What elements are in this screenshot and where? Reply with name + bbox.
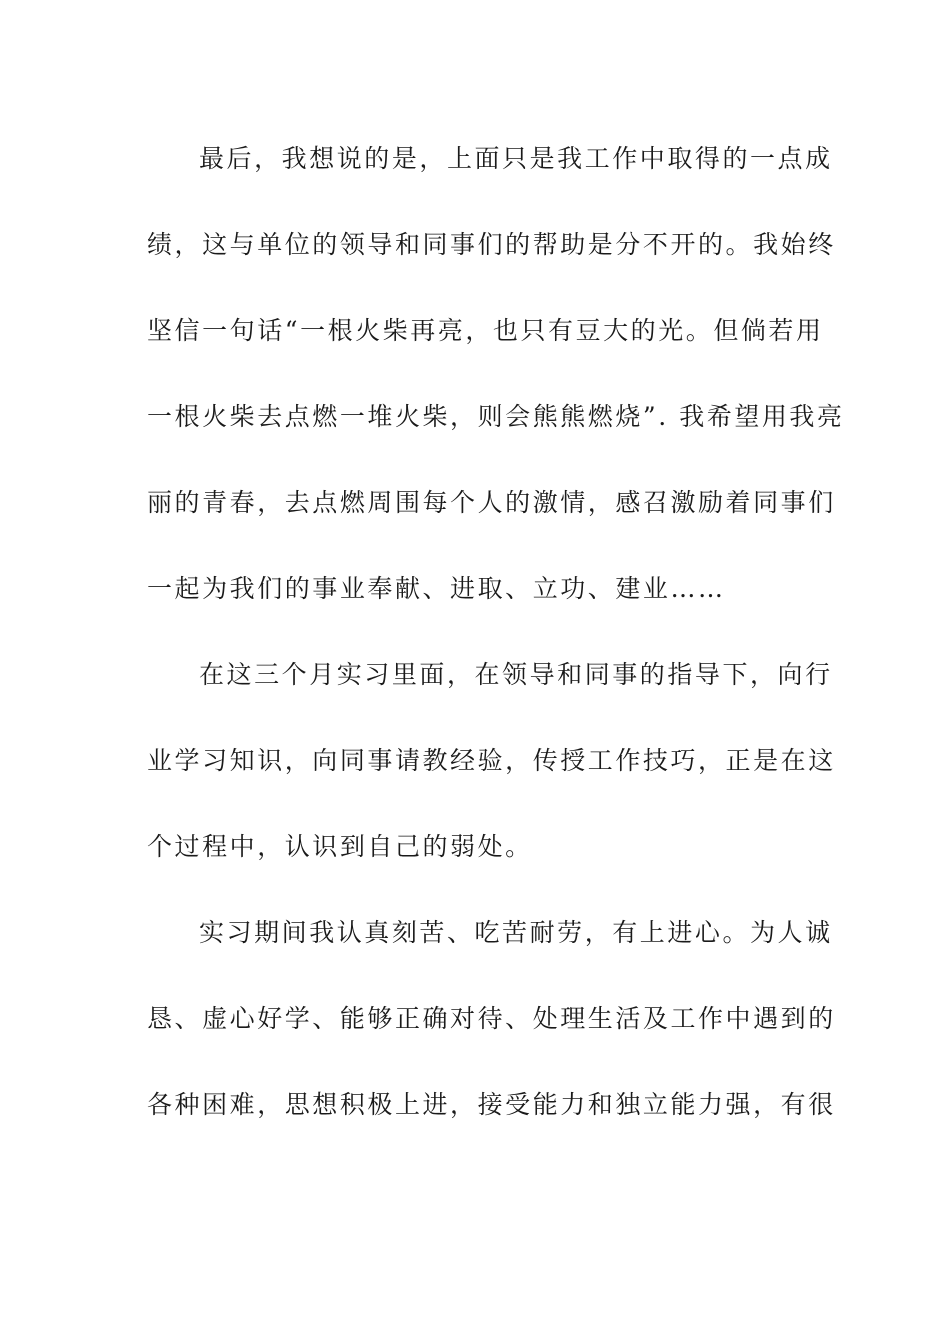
paragraph-1-line-4: 一根火柴去点燃一堆火柴，则会熊熊燃烧”. 我希望用我亮 (147, 402, 845, 431)
paragraph-1-line-2: 绩，这与单位的领导和同事们的帮助是分不开的。我始终 (147, 230, 836, 259)
paragraph-1-line-1: 最后，我想说的是，上面只是我工作中取得的一点成 (199, 144, 833, 173)
paragraph-2-line-1: 在这三个月实习里面，在领导和同事的指导下，向行 (199, 660, 833, 689)
paragraph-2-line-3: 个过程中，认识到自己的弱处。 (147, 832, 533, 861)
paragraph-1-line-3: 坚信一句话“一根火柴再亮，也只有豆大的光。但倘若用 (147, 316, 824, 345)
paragraph-3-line-3: 各种困难，思想积极上进，接受能力和独立能力强，有很 (147, 1090, 836, 1119)
paragraph-1-line-6: 一起为我们的事业奉献、进取、立功、建业…… (147, 574, 726, 603)
paragraph-3-line-1: 实习期间我认真刻苦、吃苦耐劳，有上进心。为人诚 (199, 918, 833, 947)
paragraph-2-line-2: 业学习知识，向同事请教经验，传授工作技巧，正是在这 (147, 746, 836, 775)
paragraph-3-line-2: 恳、虚心好学、能够正确对待、处理生活及工作中遇到的 (147, 1004, 836, 1033)
paragraph-1-line-5: 丽的青春，去点燃周围每个人的激情，感召激励着同事们 (147, 488, 836, 517)
